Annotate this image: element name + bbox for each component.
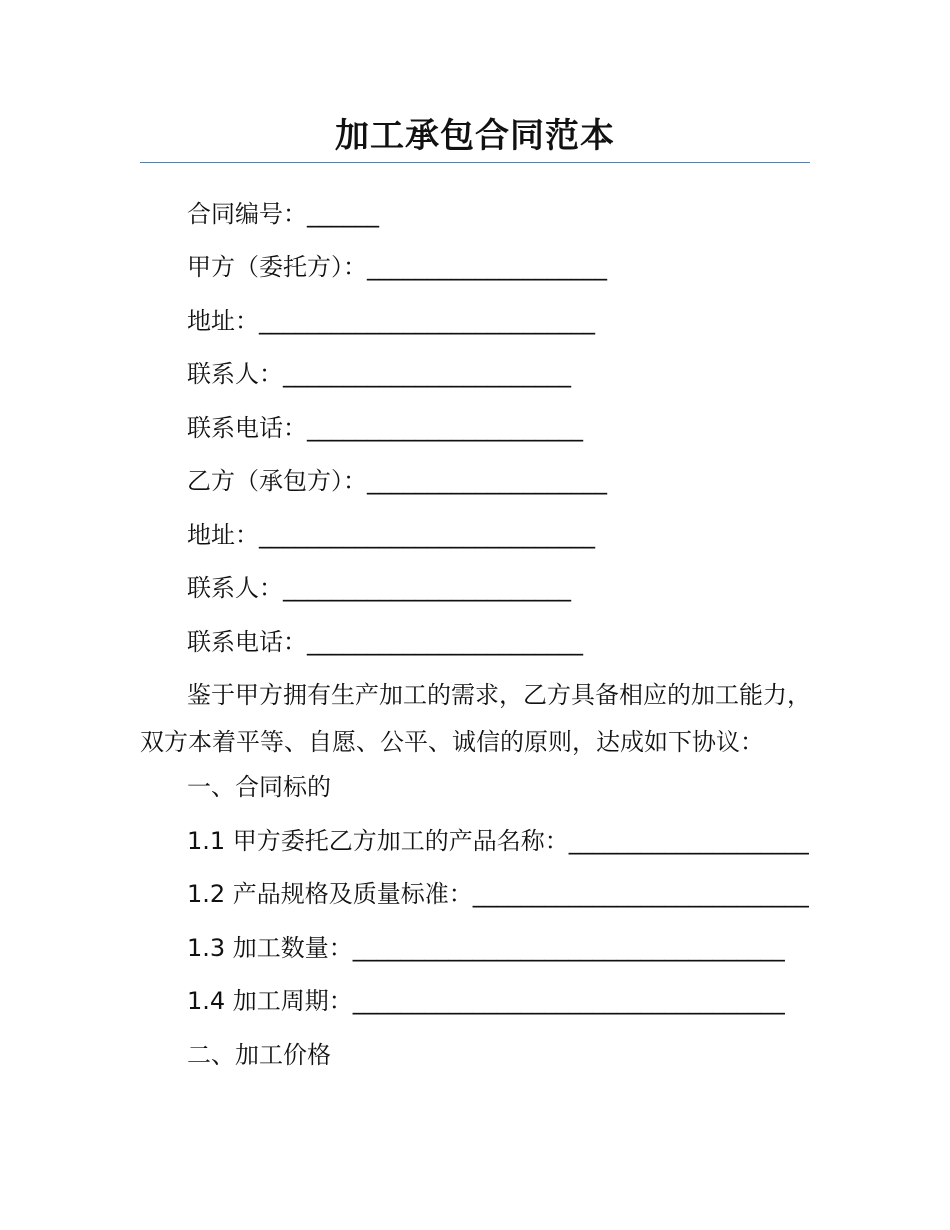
contract-number-field: 合同编号：______ bbox=[187, 200, 379, 228]
section-heading: 二、加工价格 bbox=[187, 1041, 331, 1069]
party-a-contact-field: 联系人：________________________ bbox=[187, 360, 571, 388]
document-title: 加工承包合同范本 bbox=[335, 116, 615, 156]
intro-paragraph: 鉴于甲方拥有生产加工的需求，乙方具备相应的加工能力，双方本着平等、自愿、公平、诚信的原则，达成如下协议： bbox=[140, 681, 811, 756]
title-divider bbox=[140, 162, 810, 163]
section-heading: 一、合同标的 bbox=[187, 773, 331, 801]
party-b-phone-field: 联系电话：_______________________ bbox=[187, 628, 583, 656]
party-a-field: 甲方（委托方）：____________________ bbox=[187, 253, 607, 281]
party-a-phone-field: 联系电话：_______________________ bbox=[187, 414, 583, 442]
clause-item: 1.2 产品规格及质量标准：____________________________ bbox=[187, 880, 809, 908]
clause-item: 1.3 加工数量：____________________________________ bbox=[187, 934, 785, 962]
party-b-contact-field: 联系人：________________________ bbox=[187, 574, 571, 602]
clause-item: 1.4 加工周期：____________________________________ bbox=[187, 987, 785, 1015]
clause-item: 1.1 甲方委托乙方加工的产品名称：____________________ bbox=[187, 827, 809, 855]
party-b-field: 乙方（承包方）：____________________ bbox=[187, 467, 607, 495]
party-b-address-field: 地址：____________________________ bbox=[187, 521, 595, 549]
party-a-address-field: 地址：____________________________ bbox=[187, 307, 595, 335]
